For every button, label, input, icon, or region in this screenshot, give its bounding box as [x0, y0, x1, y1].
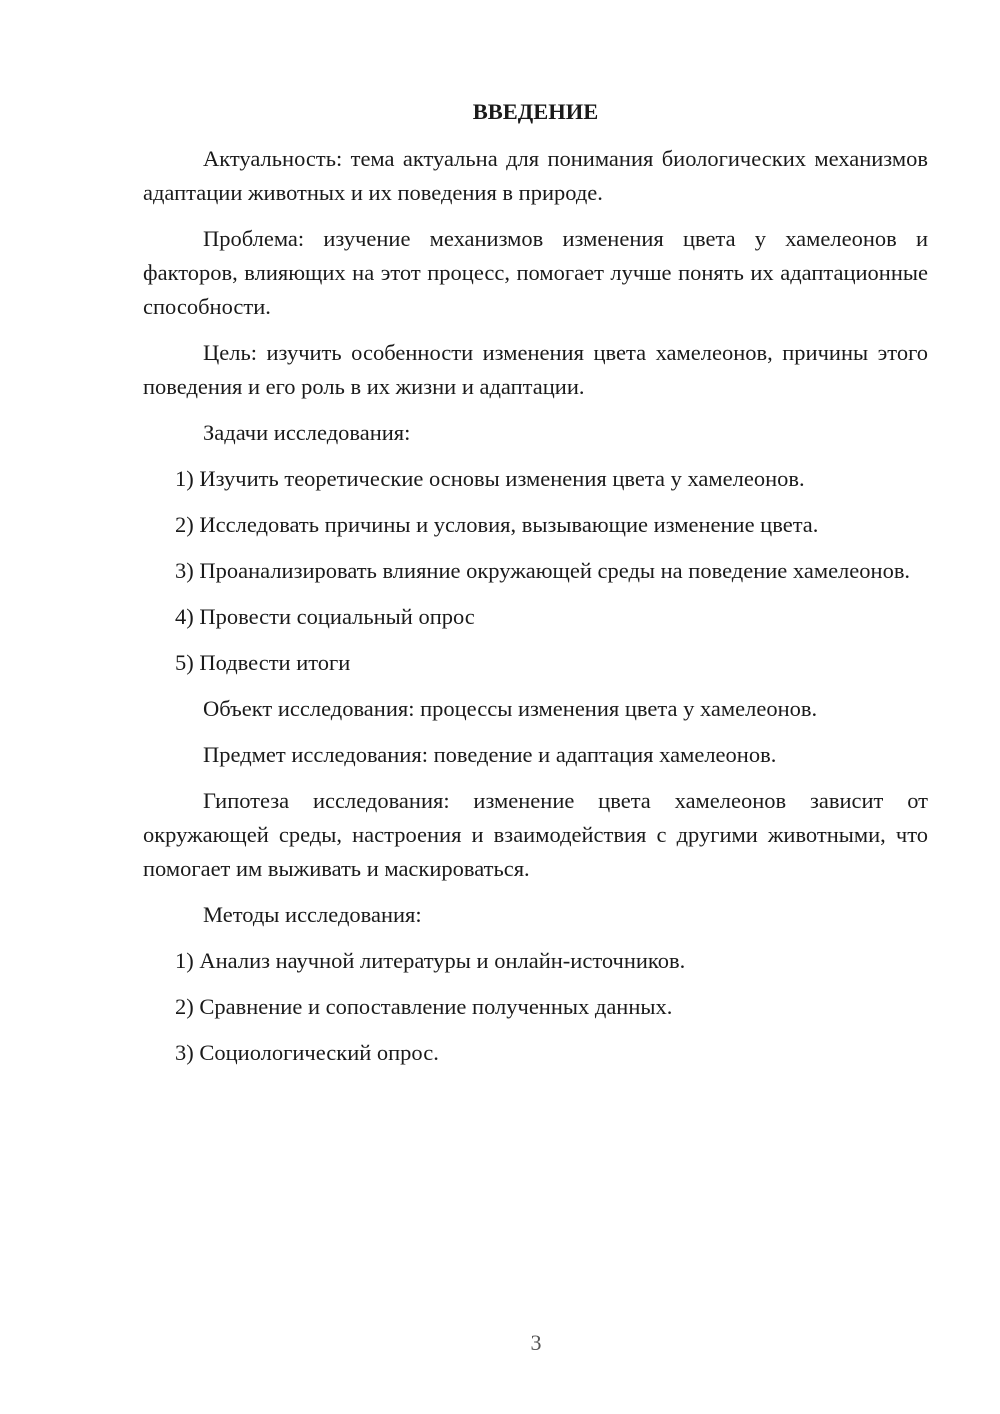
problem-paragraph: Проблема: изучение механизмов изменения цвета у хамелеонов и факторов, влияющих на этот процесс, помогает лучше понять их адаптационные способности.	[143, 226, 928, 319]
subject-paragraph: Предмет исследования: поведение и адаптация хамелеонов.	[203, 742, 777, 767]
methods-heading: Методы исследования:	[203, 902, 422, 927]
page-title: ВВЕДЕНИЕ	[472, 99, 599, 124]
object-paragraph: Объект исследования: процессы изменения цвета у хамелеонов.	[203, 696, 818, 721]
relevance-paragraph: Актуальность: тема актуальна для понимания биологических механизмов адаптации животных и их поведения в природе.	[143, 146, 928, 205]
task-item: 5) Подвести итоги	[175, 650, 351, 675]
task-item: 2) Исследовать причины и условия, вызывающие изменение цвета.	[175, 512, 819, 537]
page-number: 3	[530, 1330, 542, 1355]
hypothesis-paragraph: Гипотеза исследования: изменение цвета хамелеонов зависит от окружающей среды, настроения и взаимодействия с другими животными, что помогает им выживать и маскироваться.	[143, 788, 928, 881]
page-content	[143, 95, 928, 1082]
method-item: 1) Анализ научной литературы и онлайн-источников.	[175, 948, 686, 973]
tasks-heading: Задачи исследования:	[203, 420, 411, 445]
task-item: 1) Изучить теоретические основы изменения цвета у хамелеонов.	[175, 466, 805, 491]
goal-paragraph: Цель: изучить особенности изменения цвета хамелеонов, причины этого поведения и его роль в их жизни и адаптации.	[143, 340, 928, 399]
method-item: 3) Социологический опрос.	[175, 1040, 439, 1065]
task-item: 4) Провести социальный опрос	[175, 604, 475, 629]
method-item: 2) Сравнение и сопоставление полученных данных.	[175, 994, 673, 1019]
task-item: 3) Проанализировать влияние окружающей среды на поведение хамелеонов.	[175, 558, 911, 583]
